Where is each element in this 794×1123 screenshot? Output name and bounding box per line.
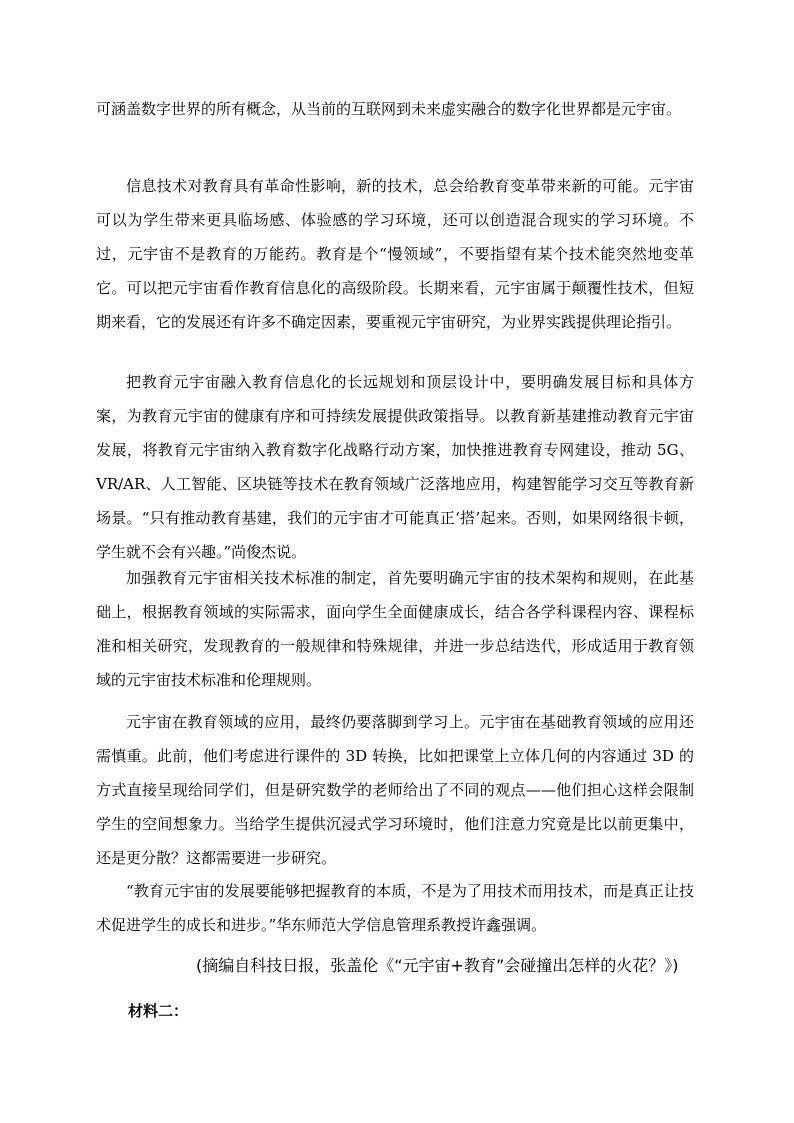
paragraph-technology-impact: 信息技术对教育具有革命性影响，新的技术，总会给教育变革带来新的可能。元宇宙可以为学生带来更具临场感、体验感的学习环境，还可以创造混合现实的学习环境。不过，元宇宙不是教育的万能药。教育是个“慢领域”，不要指望有某个技术能突然地变革它。可以把元宇宙看作教育信息化的高级阶段。长期来看，元宇宙属于颠覆性技术，但短期来看，它的发展还有许多不确定因素，要重视元宇宙研究，为业界实践提供理论指引。 [96,177,694,331]
paragraph-learning-application: 元宇宙在教育领域的应用，最终仍要落脚到学习上。元宇宙在基础教育领域的应用还需慎重。此前，他们考虑进行课件的 3D 转换，比如把课堂上立体几何的内容通过 3D 的方式直接呈现给同学们，但是研究数学的老师给出了不同的观点——他们担心这样会限制学生的空间想象力。当给学生提供沉浸式学习环境时，他们注意力究竟是比以前更集中，还是更分散？这都需要进一步研究。 [96,713,694,867]
paragraph-planning-design: 把教育元宇宙融入教育信息化的长远规划和顶层设计中，要明确发展目标和具体方案，为教育元宇宙的健康有序和可持续发展提供政策指导。以教育新基建推动教育元宇宙发展，将教育元宇宙纳入教育数字化战略行动方案，加快推进教育专网建设，推动 5G、VR/AR、人工智能、区块链等技术在教育领域广泛落地应用，构建智能学习交互等教育新场景。“只有推动教育基建，我们的元宇宙才可能真正‘搭’起来。否则，如果网络很卡顿，学生就不会有兴趣。”尚俊杰说。 [96,373,694,561]
source-citation: (摘编自科技日报，张盖伦《“元宇宙+教育”会碰撞出怎样的火花？》) [196,956,679,975]
paragraph-quote-education-essence: “教育元宇宙的发展要能够把握教育的本质，不是为了用技术而用技术，而是真正让技术促进学生的成长和进步。”华东师范大学信息管理系教授许鑫强调。 [96,882,694,934]
paragraph-continuation: 可涵盖数字世界的所有概念，从当前的互联网到未来虚实融合的数字化世界都是元宇宙。 [96,100,682,118]
paragraph-technical-standards: 加强教育元宇宙相关技术标准的制定，首先要明确元宇宙的技术架构和规则，在此基础上，根据教育领域的实际需求，面向学生全面健康成长，结合各学科课程内容、课程标准和相关研究，发现教育的一般规律和特殊规律，并进一步总结迭代，形成适用于教育领域的元宇宙技术标准和伦理规则。 [96,569,694,689]
section-heading-material-two: 材料二： [128,1002,189,1020]
